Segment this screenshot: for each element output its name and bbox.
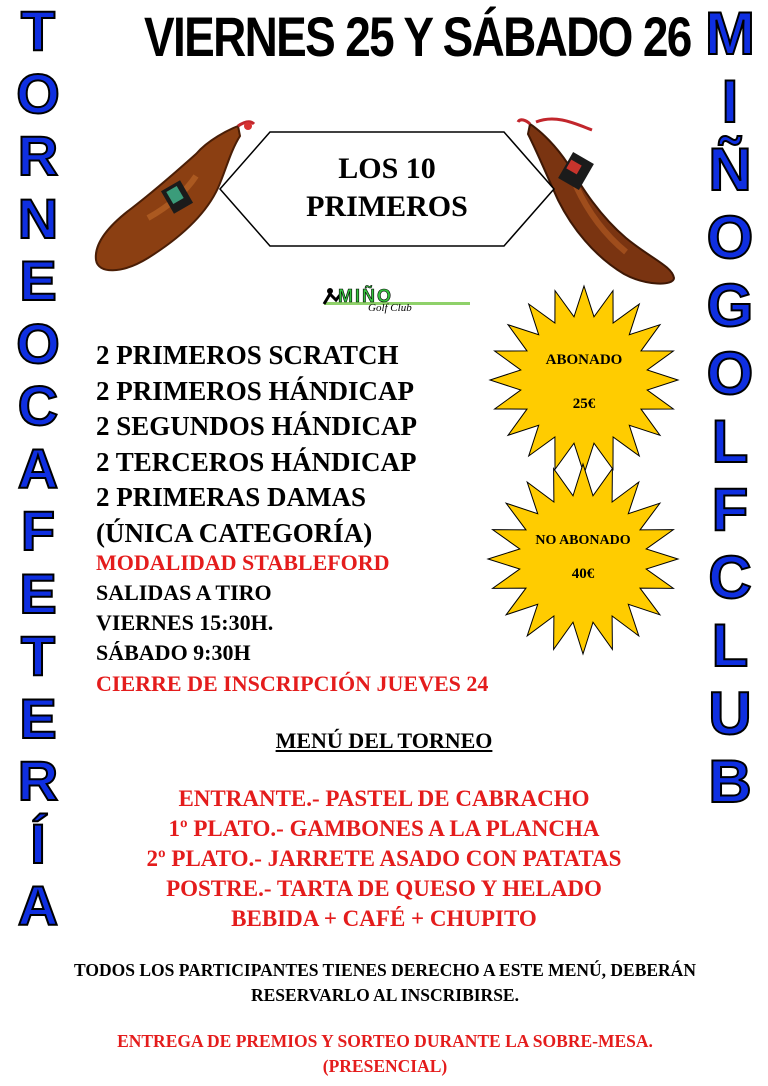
highlight-text xyxy=(218,150,556,226)
side-letter: L xyxy=(711,612,749,679)
side-letter: G xyxy=(706,272,754,339)
side-letter: I xyxy=(721,68,739,135)
member-label: ABONADO xyxy=(545,352,623,368)
side-letter: T xyxy=(20,624,56,687)
side-letter: E xyxy=(19,561,57,625)
side-letter: T xyxy=(20,0,56,62)
saturday-time-text: SÁBADO 9:30H xyxy=(96,640,251,665)
prize-item: 2 TERCEROS HÁNDICAP xyxy=(96,446,417,477)
menu-list xyxy=(0,784,768,934)
highlight-line-1: LOS 10 xyxy=(338,152,436,185)
nonmember-price: 40€ xyxy=(571,566,595,582)
side-letter: Ñ xyxy=(708,136,752,203)
headline-dates: VIERNES 25 Y SÁBADO 26 xyxy=(144,5,691,68)
side-letter: O xyxy=(16,311,60,375)
menu-item: POSTRE.- TARTA DE QUESO Y HELADO xyxy=(166,876,602,901)
side-letter: O xyxy=(16,61,60,125)
side-letter: O xyxy=(706,204,754,271)
menu-item: 1º PLATO.- GAMBONES A LA PLANCHA xyxy=(168,816,600,841)
prize-item: 2 PRIMEROS SCRATCH xyxy=(96,340,399,370)
side-letter: M xyxy=(705,0,755,67)
side-letter: A xyxy=(17,874,59,937)
menu-notice: TODOS LOS PARTICIPANTES TIENES DERECHO A ESTE MENÚ, DEBERÁN RESERVARLO AL INSCRIBIRSE. xyxy=(74,960,696,1005)
registration-close-text: CIERRE DE INSCRIPCIÓN JUEVES 24 xyxy=(96,671,489,696)
modality-text: MODALIDAD STABLEFORD xyxy=(96,550,390,575)
highlight-line-2: PRIMEROS xyxy=(306,190,468,223)
side-letter: N xyxy=(17,186,59,250)
menu-item: 2º PLATO.- JARRETE ASADO CON PATATAS xyxy=(146,846,622,871)
awards-notice: ENTREGA DE PREMIOS Y SORTEO DURANTE LA SOBRE-MESA. (PRESENCIAL) xyxy=(117,1031,653,1076)
side-title-mino-golf-club xyxy=(692,0,768,816)
nonmember-price-burst xyxy=(486,462,680,656)
nonmember-label: NO ABONADO xyxy=(535,533,631,548)
logo-name: MIÑO xyxy=(338,286,393,306)
friday-time-text: VIERNES 15:30H. xyxy=(96,610,274,635)
side-letter: R xyxy=(17,124,59,187)
side-letter: U xyxy=(708,680,752,747)
side-letter: A xyxy=(17,436,59,500)
side-letter: F xyxy=(20,499,56,562)
menu-title: MENÚ DEL TORNEO xyxy=(275,728,493,753)
prize-item: 2 SEGUNDOS HÁNDICAP xyxy=(96,411,418,441)
side-letter: B xyxy=(708,748,752,815)
member-price: 25€ xyxy=(572,396,596,412)
tee-off-text: SALIDAS A TIRO xyxy=(96,580,272,605)
side-letter: O xyxy=(706,340,754,407)
side-letter: C xyxy=(17,374,59,437)
side-letter: L xyxy=(711,408,749,475)
prize-list xyxy=(96,338,417,551)
prize-item: (ÚNICA CATEGORÍA) xyxy=(96,517,373,548)
prize-item: 2 PRIMERAS DAMAS xyxy=(96,482,366,512)
member-price-burst xyxy=(488,284,680,476)
logo-subtitle: Golf Club xyxy=(368,302,412,314)
side-letter: C xyxy=(708,544,752,611)
side-letter: E xyxy=(19,686,57,750)
prize-item: 2 PRIMEROS HÁNDICAP xyxy=(96,375,415,406)
side-letter: F xyxy=(711,476,749,543)
menu-item: ENTRANTE.- PASTEL DE CABRACHO xyxy=(178,786,590,811)
side-letter: Í xyxy=(30,811,46,875)
menu-item: BEBIDA + CAFÉ + CHUPITO xyxy=(231,906,537,931)
side-letter: R xyxy=(17,749,59,812)
side-letter: E xyxy=(19,249,57,312)
